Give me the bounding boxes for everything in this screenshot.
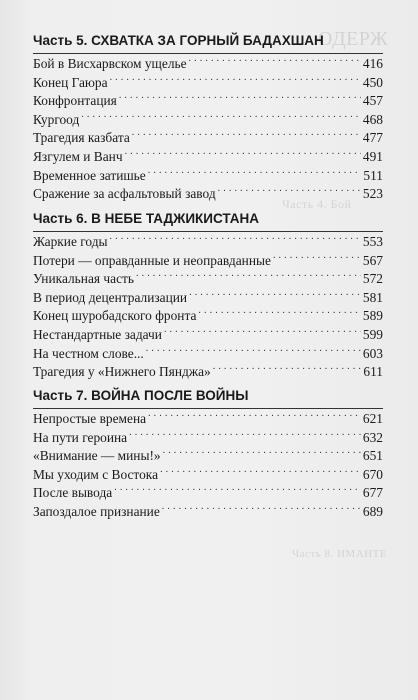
dot-leader — [136, 273, 361, 283]
dot-leader — [273, 255, 361, 265]
toc-entry[interactable] — [33, 411, 383, 430]
toc-entry[interactable] — [33, 346, 383, 365]
entry-title: Сражение за асфальтовый завод — [33, 186, 216, 202]
entry-page-number: 491 — [362, 148, 383, 164]
entry-title: Уникальная часть — [33, 271, 134, 287]
entry-page-number: 611 — [363, 364, 383, 380]
dot-leader — [160, 469, 361, 479]
entry-title: Жаркие годы — [33, 234, 108, 249]
entry-page-number: 677 — [362, 485, 383, 501]
dot-leader — [162, 506, 361, 516]
toc-entry[interactable] — [33, 430, 383, 449]
toc-entry[interactable] — [33, 130, 383, 149]
part-entries — [33, 234, 383, 383]
dot-leader — [132, 132, 361, 142]
heading-rule — [33, 408, 383, 409]
part-heading: Часть 7. ВОЙНА ПОСЛЕ ВОЙНЫ — [33, 388, 249, 403]
dot-leader — [189, 58, 361, 68]
dot-leader — [114, 487, 361, 497]
entry-title: Временное затишье — [33, 167, 146, 183]
toc-entry[interactable] — [33, 75, 383, 94]
entry-title: Потери — оправданные и неоправданные — [33, 252, 271, 268]
entry-title: Запоздалое признание — [33, 503, 160, 519]
dot-leader — [189, 292, 361, 302]
toc-entry[interactable] — [33, 448, 383, 467]
part-heading: Часть 5. СХВАТКА ЗА ГОРНЫЙ БАДАХШАН — [33, 33, 324, 48]
toc-entry[interactable] — [33, 168, 383, 187]
entry-page-number: 603 — [362, 345, 383, 361]
toc-entry[interactable] — [33, 308, 383, 327]
dot-leader — [198, 310, 360, 320]
entry-title: Язгулем и Ванч — [33, 148, 123, 164]
entry-title: Бой в Висхарвском ущелье — [33, 56, 187, 71]
entry-title: После вывода — [33, 485, 113, 501]
toc-entry[interactable] — [33, 186, 383, 205]
entry-page-number: 511 — [363, 167, 383, 183]
dot-leader — [146, 348, 361, 358]
dot-leader — [125, 151, 361, 161]
toc-entry[interactable] — [33, 467, 383, 486]
entry-title: В период децентрализации — [33, 289, 188, 305]
entry-title: Непростые времена — [33, 411, 147, 426]
entry-page-number: 567 — [362, 252, 383, 268]
entry-title: Конец Гаюра — [33, 74, 108, 90]
dot-leader — [213, 366, 362, 376]
entry-page-number: 416 — [362, 56, 383, 71]
entry-page-number: 651 — [362, 448, 383, 464]
entry-page-number: 589 — [362, 308, 383, 324]
toc-entry[interactable] — [33, 234, 383, 253]
entry-title: Трагедия казбата — [33, 130, 130, 146]
dot-leader — [218, 188, 361, 198]
entry-title: Мы уходим с Востока — [33, 466, 159, 482]
toc-entry[interactable] — [33, 56, 383, 75]
part-entries — [33, 56, 383, 205]
entry-page-number: 553 — [362, 234, 383, 249]
entry-page-number: 670 — [362, 466, 383, 482]
entry-page-number: 689 — [362, 503, 383, 519]
toc-entry[interactable] — [33, 485, 383, 504]
dot-leader — [164, 329, 361, 339]
toc-entry[interactable] — [33, 93, 383, 112]
dot-leader — [163, 450, 361, 460]
toc-entry[interactable] — [33, 253, 383, 272]
entry-page-number: 468 — [362, 111, 383, 127]
show-through-text: Часть 8. ИМАНТЕ — [292, 548, 388, 560]
part-heading: Часть 6. В НЕБЕ ТАДЖИКИСТАНА — [33, 211, 260, 226]
dot-leader — [119, 95, 361, 105]
show-through-text: ОДЕРЖ — [318, 28, 389, 50]
entry-title: Конфронтация — [33, 93, 117, 109]
entry-page-number: 581 — [362, 289, 383, 305]
toc-entry[interactable] — [33, 290, 383, 309]
dot-leader — [129, 432, 361, 442]
entry-title: На пути героина — [33, 429, 128, 445]
entry-page-number: 599 — [362, 326, 383, 342]
entry-page-number: 621 — [362, 411, 383, 426]
toc-entry[interactable] — [33, 149, 383, 168]
dot-leader — [110, 236, 361, 246]
entry-page-number: 572 — [362, 271, 383, 287]
toc-entry[interactable] — [33, 271, 383, 290]
dot-leader — [110, 77, 361, 87]
entry-title: Конец шуробадского фронта — [33, 308, 197, 324]
entry-page-number: 450 — [362, 74, 383, 90]
dot-leader — [81, 114, 361, 124]
entry-page-number: 632 — [362, 429, 383, 445]
entry-title: «Внимание — мины!» — [33, 448, 161, 464]
toc-entry[interactable] — [33, 504, 383, 523]
part-entries — [33, 411, 383, 523]
heading-rule — [33, 53, 383, 54]
toc-entry[interactable] — [33, 364, 383, 383]
toc-entry[interactable] — [33, 112, 383, 131]
entry-page-number: 457 — [362, 93, 383, 109]
show-through-text: Часть 4. Бой — [282, 197, 352, 211]
entry-title: Трагедия у «Нижнего Пянджа» — [33, 364, 211, 380]
entry-title: Нестандартные задачи — [33, 326, 162, 342]
entry-title: На честном слове... — [33, 345, 144, 361]
entry-title: Кургоод — [33, 111, 80, 127]
entry-page-number: 477 — [362, 130, 383, 146]
entry-page-number: 523 — [362, 186, 383, 202]
dot-leader — [148, 170, 362, 180]
toc-entry[interactable] — [33, 327, 383, 346]
dot-leader — [148, 413, 361, 423]
heading-rule — [33, 231, 383, 232]
